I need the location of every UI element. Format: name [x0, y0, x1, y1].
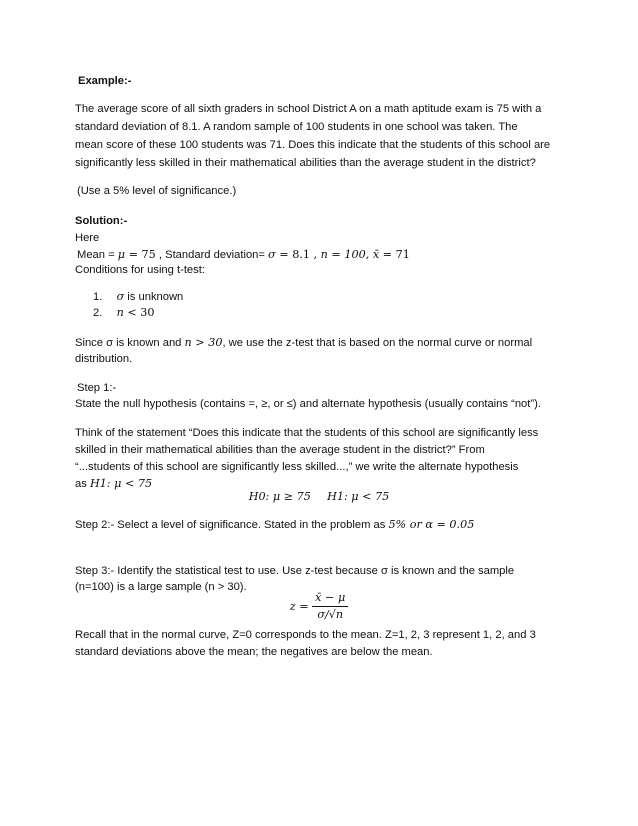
conditions-heading: Conditions for using t-test:: [75, 264, 205, 276]
xbar-symbol: x̄: [372, 248, 380, 261]
condition-number: 1.: [93, 291, 103, 303]
formula-denominator: σ/√n: [317, 608, 344, 621]
step2-line: [75, 516, 595, 534]
step2-text: Step 2:- Select a level of significance. Stated in the problem as: [75, 519, 389, 531]
equals-sign: =: [125, 248, 142, 261]
think-line-1: Think of the statement “Does this indicate that the students of this school are significantly less: [75, 427, 539, 439]
solution-heading: Solution:-: [75, 215, 128, 227]
xbar-value: = 71: [379, 248, 410, 261]
mean-label: Mean =: [77, 249, 118, 261]
since-math: n > 30: [184, 336, 223, 349]
hypotheses-line: [0, 488, 638, 506]
formula-numerator: x̄ − μ: [312, 590, 348, 607]
condition-text: < 30: [123, 306, 155, 319]
problem-line-2: standard deviation of 8.1. A random sample of 100 students in one school was taken. The: [75, 121, 518, 133]
sample-size: , n = 100,: [309, 248, 373, 261]
mu-symbol: μ: [117, 248, 126, 261]
here-label: Here: [75, 232, 100, 244]
sigma-symbol: σ: [268, 248, 276, 261]
recall-line-1: Recall that in the normal curve, Z=0 corresponds to the mean. Z=1, 2, 3 represent 1, 2, and 3: [75, 629, 536, 641]
sd-label: , Standard deviation=: [155, 249, 269, 261]
problem-line-3: mean score of these 100 students was 71. Does this indicate that the students of this school are: [75, 139, 551, 151]
example-heading: Example:-: [78, 75, 132, 87]
recall-line-2: standard deviations above the mean; the negatives are below the mean.: [75, 646, 433, 658]
condition-symbol: n: [116, 306, 124, 319]
since-line-1: [75, 334, 575, 352]
think-line-2: skilled in their mathematical abilities than the average student in the district?” From: [75, 444, 485, 456]
problem-line-1: The average score of all sixth graders in school District A on a math aptitude exam is 75 with a: [75, 103, 542, 115]
condition-item-2: [93, 304, 155, 322]
since-text-2: , we use the z-test that is based on the normal curve or normal: [222, 337, 533, 349]
equals-sign-2: =: [275, 248, 293, 261]
step2-math: 5% or α = 0.05: [388, 518, 475, 531]
condition-text: is unknown: [124, 291, 184, 303]
step1-text: State the null hypothesis (contains =, ≥, or ≤) and alternate hypothesis (usually contains “not”).: [75, 398, 541, 410]
since-line-2: distribution.: [75, 353, 133, 365]
mean-value: 75: [141, 248, 156, 261]
z-formula: [0, 590, 638, 623]
think-line-3: “...students of this school are significantly less skilled...,” we write the alternate hypothesis: [75, 461, 519, 473]
alternate-hypothesis: H1: μ < 75: [327, 490, 390, 503]
step3-line-1: Step 3:- Identify the statistical test to use. Use z-test because σ is known and the sample: [75, 565, 515, 577]
null-hypothesis: H0: μ ≥ 75: [248, 490, 311, 503]
condition-symbol: σ: [116, 290, 125, 303]
step1-heading: Step 1:-: [77, 382, 117, 394]
step3-line-2: (n=100) is a large sample (n > 30).: [75, 581, 247, 593]
think-h1: H1: μ < 75: [89, 477, 153, 490]
since-text: Since σ is known and: [75, 337, 185, 349]
formula-lhs: z =: [289, 600, 313, 613]
sd-value: 8.1: [292, 248, 310, 261]
condition-number: 2.: [93, 307, 103, 319]
think-as: as: [75, 478, 90, 490]
significance-note: (Use a 5% level of significance.): [77, 185, 237, 197]
problem-line-4: significantly less skilled in their mathematical abilities than the average student in the district?: [75, 157, 536, 169]
formula-fraction: [312, 590, 348, 623]
